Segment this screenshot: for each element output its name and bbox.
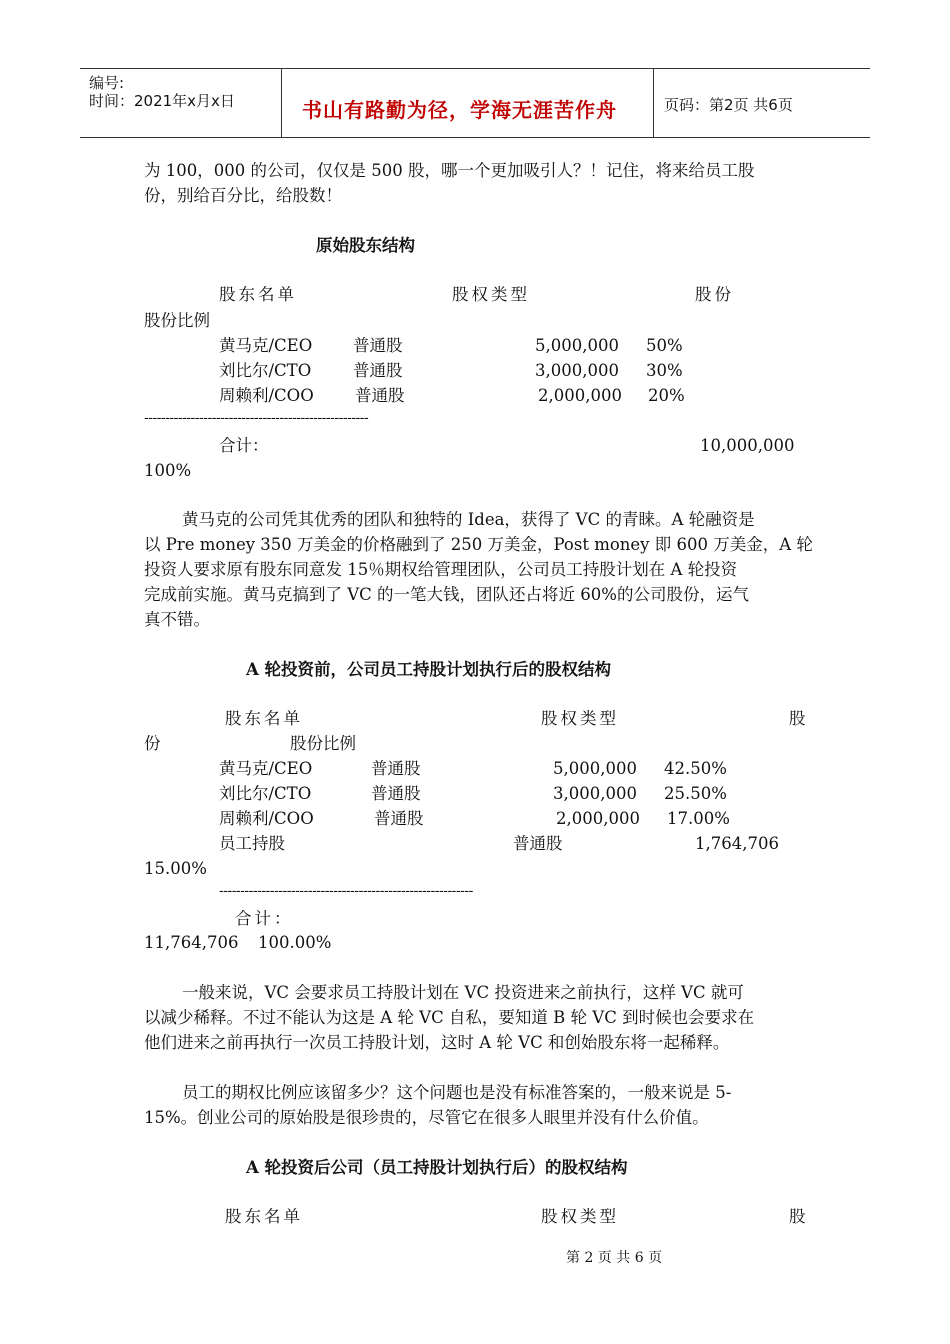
table-cell-type: 普通股 (371, 784, 421, 803)
table-cell-type: 普通股 (374, 809, 424, 828)
total-shares: 10,000,000 (700, 436, 795, 455)
paragraph-line: 份，别给百分比，给股数！ (144, 186, 342, 205)
total-shares: 11,764,706 (144, 933, 239, 952)
table-cell-shares: 2,000,000 (556, 809, 640, 828)
header-divider (281, 69, 282, 137)
table-cell-type: 普通股 (353, 361, 403, 380)
table-cell-ratio: 42.50% (664, 759, 727, 778)
table-cell-shares: 5,000,000 (535, 336, 619, 355)
table-cell-ratio: 20% (648, 386, 685, 405)
table-cell-name: 员工持股 (219, 834, 285, 853)
total-ratio: 100.00% (258, 933, 332, 952)
table-cell-shares: 1,764,706 (695, 834, 779, 853)
table-title: 原始股东结构 (316, 236, 415, 255)
table-cell-name: 黄马克/CEO (219, 759, 313, 778)
table-cell-type: 普通股 (371, 759, 421, 778)
column-header-type: 股权类型 (452, 285, 530, 304)
table-cell-name: 黄马克/CEO (219, 336, 313, 355)
header-divider (653, 69, 654, 137)
page-header (80, 68, 870, 138)
table-cell-name: 刘比尔/CTO (219, 784, 312, 803)
header-page: 页码：第2页 共6页 (664, 96, 793, 114)
table-cell-name: 周赖利/COO (219, 809, 314, 828)
paragraph-line: 投资人要求原有股东同意发 15％期权给管理团队，公司员工持股计划在 A 轮投资 (144, 560, 738, 579)
table-cell-ratio: 50% (646, 336, 683, 355)
column-header-type: 股权类型 (541, 709, 619, 728)
column-header-shares: 份 (144, 734, 161, 753)
column-header-ratio: 股份比例 (290, 734, 356, 753)
table-divider: ----------------------------------------------------- (144, 410, 369, 426)
table-title: A 轮投资后公司（员工持股计划执行后）的股权结构 (246, 1158, 628, 1177)
paragraph-line: 黄马克的公司凭其优秀的团队和独特的 Idea，获得了 VC 的青睐。A 轮融资是 (182, 510, 755, 529)
header-motto: 书山有路勤为径，学海无涯苦作舟 (302, 98, 617, 122)
table-cell-type: 普通股 (513, 834, 563, 853)
table-cell-name: 周赖利/COO (219, 386, 314, 405)
header-time: 时间：2021年x月x日 (89, 92, 235, 110)
paragraph-line: 他们进来之前再执行一次员工持股计划，这时 A 轮 VC 和创始股东将一起稀释。 (144, 1033, 730, 1052)
table-cell-ratio: 15.00% (144, 859, 207, 878)
page-footer: 第 2 页 共 6 页 (566, 1250, 663, 1266)
paragraph-line: 以 Pre money 350 万美金的价格融到了 250 万美金，Post money 即 600 万美金，A 轮 (144, 535, 813, 554)
column-header-type: 股权类型 (541, 1207, 619, 1226)
total-label: 合计： (235, 909, 294, 928)
column-header-shares: 股份 (695, 285, 734, 304)
paragraph-line: 为 100，000 的公司，仅仅是 500 股，哪一个更加吸引人？！记住，将来给员工股 (144, 161, 755, 180)
table-cell-shares: 3,000,000 (535, 361, 619, 380)
column-header-name: 股东名单 (219, 285, 297, 304)
paragraph-line: 员工的期权比例应该留多少？这个问题也是没有标准答案的，一般来说是 5- (182, 1083, 732, 1102)
total-ratio: 100% (144, 461, 192, 480)
table-cell-shares: 5,000,000 (553, 759, 637, 778)
paragraph-line: 真不错。 (144, 610, 210, 629)
total-label: 合计： (219, 436, 269, 455)
column-header-ratio: 股份比例 (144, 311, 210, 330)
column-header-shares: 股 (789, 709, 806, 728)
paragraph-line: 15%。创业公司的原始股是很珍贵的，尽管它在很多人眼里并没有什么价值。 (144, 1108, 709, 1127)
column-header-name: 股东名单 (225, 1207, 303, 1226)
header-number: 编号: (89, 74, 125, 92)
table-title: A 轮投资前，公司员工持股计划执行后的股权结构 (246, 660, 612, 679)
paragraph-line: 一般来说，VC 会要求员工持股计划在 VC 投资进来之前执行，这样 VC 就可 (182, 983, 744, 1002)
table-cell-ratio: 30% (646, 361, 683, 380)
column-header-name: 股东名单 (225, 709, 303, 728)
table-cell-type: 普通股 (355, 386, 405, 405)
table-cell-ratio: 17.00% (667, 809, 730, 828)
paragraph-line: 以减少稀释。不过不能认为这是 A 轮 VC 自私，要知道 B 轮 VC 到时候也会要求在 (144, 1008, 755, 1027)
table-cell-name: 刘比尔/CTO (219, 361, 312, 380)
table-cell-type: 普通股 (353, 336, 403, 355)
table-cell-ratio: 25.50% (664, 784, 727, 803)
table-divider: ------------------------------------------------------------ (219, 883, 473, 899)
table-cell-shares: 2,000,000 (538, 386, 622, 405)
column-header-shares: 股 (789, 1207, 806, 1226)
paragraph-line: 完成前实施。黄马克搞到了 VC 的一笔大钱，团队还占将近 60%的公司股份，运气 (144, 585, 749, 604)
table-cell-shares: 3,000,000 (553, 784, 637, 803)
